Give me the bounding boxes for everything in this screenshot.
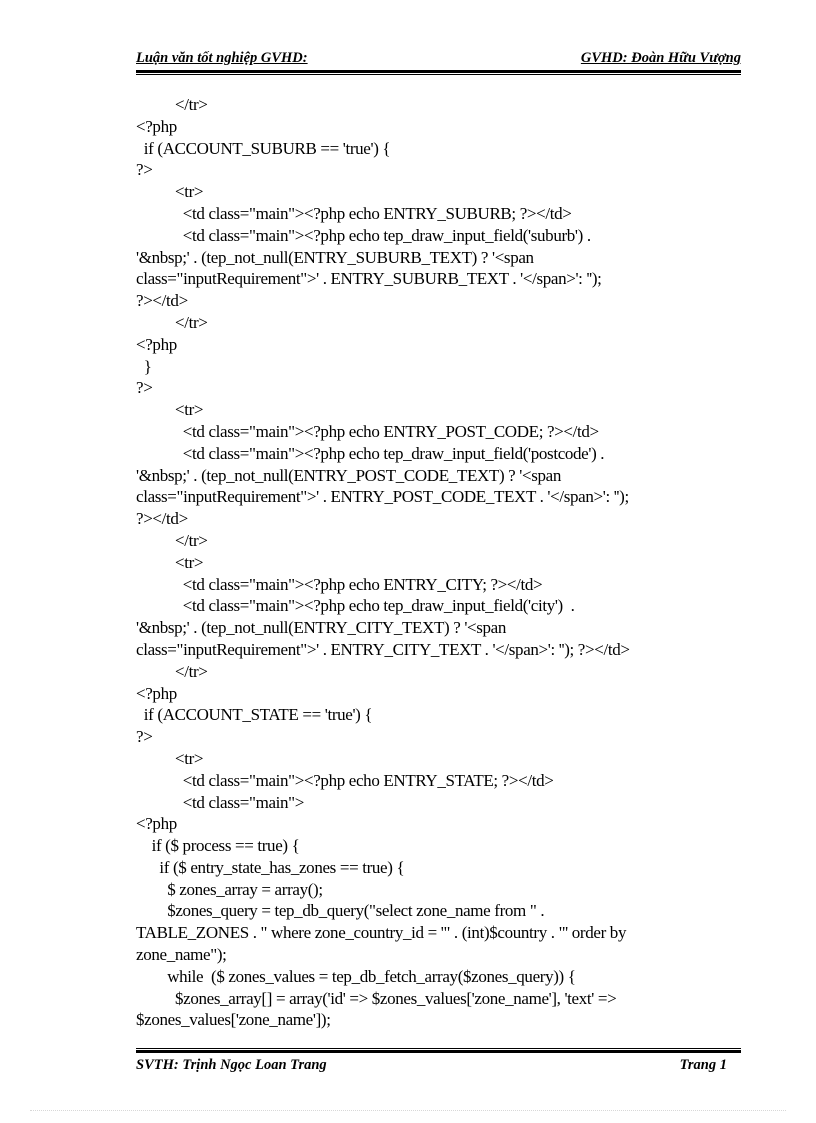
page-footer xyxy=(136,1057,741,1077)
code-line: <td class="main"><?php echo ENTRY_STATE; ?></td> xyxy=(136,770,554,790)
code-line: class="inputRequirement">' . ENTRY_CITY_TEXT . '</span>': ''); ?></td> xyxy=(136,639,630,659)
code-line: '&nbsp;' . (tep_not_null(ENTRY_POST_CODE_TEXT) ? '<span xyxy=(136,465,561,485)
code-line: <?php xyxy=(136,814,177,834)
code-line: while ($ zones_values = tep_db_fetch_array($zones_query)) { xyxy=(136,966,576,986)
code-line: <td class="main"><?php echo ENTRY_CITY; ?></td> xyxy=(136,574,543,594)
code-line: $zones_query = tep_db_query("select zone_name from " . xyxy=(136,901,545,921)
code-line: </tr> xyxy=(136,312,208,332)
code-line: if ($ entry_state_has_zones == true) { xyxy=(136,857,405,877)
code-line: ?></td> xyxy=(136,509,188,529)
code-line: ?> xyxy=(136,378,153,398)
footer-student: SVTH: Trịnh Ngọc Loan Trang xyxy=(136,1057,327,1073)
code-line: $zones_values['zone_name']); xyxy=(136,1010,331,1030)
code-block xyxy=(136,94,736,1031)
code-line: <td class="main"><?php echo tep_draw_input_field('suburb') . xyxy=(136,225,591,245)
code-line: class="inputRequirement">' . ENTRY_SUBURB_TEXT . '</span>': ''); xyxy=(136,269,606,289)
code-line: '&nbsp;' . (tep_not_null(ENTRY_SUBURB_TEXT) ? '<span xyxy=(136,247,534,267)
footer-page-number: Trang 1 xyxy=(679,1057,727,1073)
code-line: ?> xyxy=(136,727,153,747)
footer-rule-thick xyxy=(136,1050,741,1053)
code-line: ?></td> xyxy=(136,291,188,311)
footer-rule-thin xyxy=(136,1048,741,1049)
code-line: </tr> xyxy=(136,661,208,681)
code-line: <tr> xyxy=(136,748,204,768)
code-line: <td class="main"><?php echo tep_draw_input_field('city') . xyxy=(136,596,575,616)
code-line: <?php xyxy=(136,334,177,354)
code-line: </tr> xyxy=(136,95,208,114)
code-line: <td class="main"><?php echo ENTRY_SUBURB; ?></td> xyxy=(136,203,572,223)
code-line: $ zones_array = array(); xyxy=(136,879,323,899)
code-line: } xyxy=(136,356,152,376)
code-line: <td class="main"> xyxy=(136,792,305,812)
page-bottom-dotted-border xyxy=(30,1110,786,1111)
code-line: ?> xyxy=(136,160,153,180)
code-line: zone_name"); xyxy=(136,945,227,965)
code-line: if ($ process == true) { xyxy=(136,836,300,856)
code-line: if (ACCOUNT_STATE == 'true') { xyxy=(136,705,373,725)
code-line: $zones_array[] = array('id' => $zones_values['zone_name'], 'text' => xyxy=(136,988,617,1008)
code-line: <td class="main"><?php echo tep_draw_input_field('postcode') . xyxy=(136,443,605,463)
code-line: class="inputRequirement">' . ENTRY_POST_CODE_TEXT . '</span>': ''); xyxy=(136,487,629,507)
header-supervisor: GVHD: Đoàn Hữu Vượng xyxy=(580,50,741,66)
code-line: if (ACCOUNT_SUBURB == 'true') { xyxy=(136,138,391,158)
code-line: <tr> xyxy=(136,182,204,202)
code-line: <tr> xyxy=(136,400,204,420)
header-rule-thin xyxy=(136,74,741,75)
header-thesis-title: Luận văn tốt nghiệp GVHD: xyxy=(136,50,308,66)
code-line: <td class="main"><?php echo ENTRY_POST_CODE; ?></td> xyxy=(136,421,599,441)
code-line: '&nbsp;' . (tep_not_null(ENTRY_CITY_TEXT) ? '<span xyxy=(136,618,507,638)
page-header xyxy=(136,50,741,70)
header-rule-thick xyxy=(136,70,741,73)
code-line: <tr> xyxy=(136,552,204,572)
code-line: <?php xyxy=(136,683,177,703)
code-line: </tr> xyxy=(136,530,208,550)
code-line: <?php xyxy=(136,116,177,136)
code-line: TABLE_ZONES . " where zone_country_id = '" . (int)$country . "' order by xyxy=(136,923,627,943)
